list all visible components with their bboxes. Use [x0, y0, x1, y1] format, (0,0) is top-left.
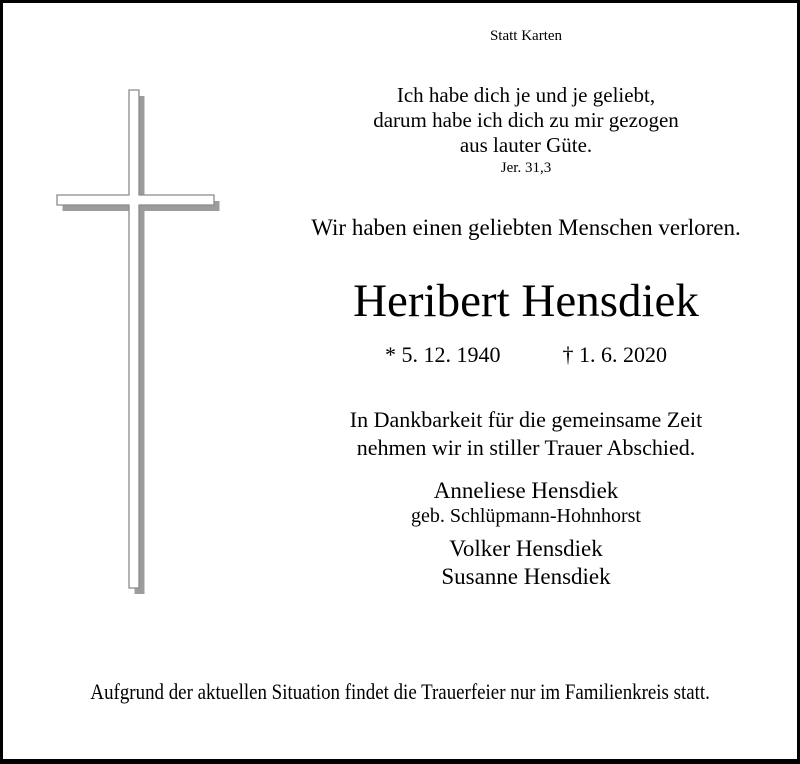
farewell-line-1: In Dankbarkeit für die gemeinsame Zeit: [349, 407, 703, 432]
scripture-reference: Jer. 31,3: [500, 160, 552, 176]
farewell-text: [251, 406, 800, 462]
mourner-maiden-name: geb. Schlüpmann-Hohnhorst: [411, 505, 641, 527]
scripture-line-2: darum habe ich dich zu mir gezogen: [373, 108, 679, 132]
scripture-line-1: Ich habe dich je und je geliebt,: [396, 83, 656, 107]
farewell-line-2: nehmen wir in stiller Trauer Abschied.: [356, 435, 696, 460]
pre-header: Statt Karten: [489, 28, 563, 44]
cross-shadow: [63, 96, 220, 594]
footer-note: [0, 678, 800, 705]
cross-outline: [57, 90, 214, 588]
birth-date: * 5. 12. 1940: [385, 342, 501, 367]
scripture-quote: [251, 83, 800, 177]
deceased-name: Heribert Hensdiek: [353, 275, 699, 327]
mourner-name: Susanne Hensdiek: [441, 564, 611, 589]
frame-bottom-edge: [0, 759, 800, 764]
mourner-name: Anneliese Hensdiek: [433, 478, 619, 503]
mourners-list: [251, 477, 800, 591]
mourner-name: Volker Hensdiek: [449, 536, 603, 561]
life-dates: [251, 342, 800, 368]
footer-note-text: Aufgrund der aktuellen Situation findet die Trauerfeier nur im Familienkreis statt.: [90, 679, 710, 704]
scripture-line-3: aus lauter Güte.: [459, 133, 593, 157]
death-date: † 1. 6. 2020: [562, 342, 667, 367]
intro-line: Wir haben einen geliebten Menschen verloren.: [311, 215, 741, 240]
